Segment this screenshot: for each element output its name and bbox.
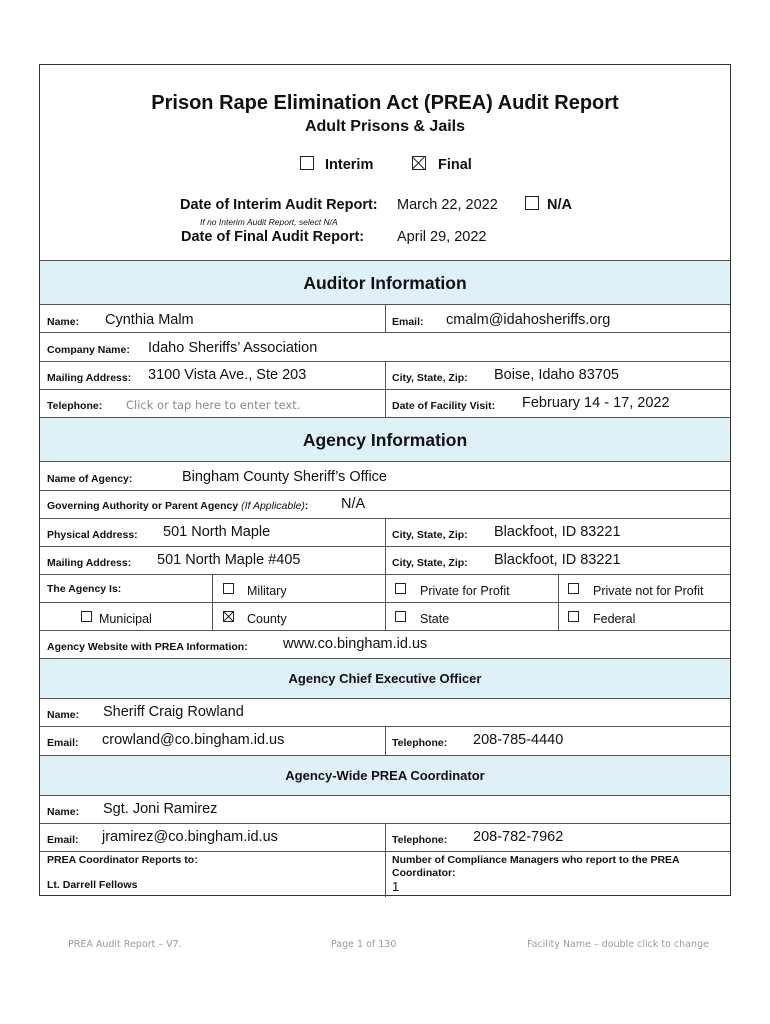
ceo-section-title: Agency Chief Executive Officer: [288, 671, 482, 686]
coordinator-name-value[interactable]: Sgt. Joni Ramirez: [103, 801, 218, 817]
compliance-managers-value[interactable]: 1: [392, 879, 400, 894]
agency-mailing-value[interactable]: 501 North Maple #405: [157, 552, 301, 568]
coordinator-telephone-label: Telephone:: [392, 834, 448, 846]
final-date-label: Date of Final Audit Report:: [181, 229, 365, 245]
coordinator-name-label: Name:: [47, 806, 80, 818]
physical-city-value[interactable]: Blackfoot, ID 83221: [494, 524, 621, 540]
type-military-checkbox[interactable]: [223, 583, 234, 594]
agency-name-value[interactable]: Bingham County Sheriff’s Office: [182, 469, 387, 485]
ceo-name-label: Name:: [47, 709, 80, 721]
ceo-email-label: Email:: [47, 737, 79, 749]
auditor-email-label: Email:: [392, 316, 424, 328]
governing-authority-label: Governing Authority or Parent Agency (If Applicable):: [47, 500, 309, 512]
type-military-label: Military: [247, 584, 287, 598]
auditor-telephone-placeholder[interactable]: Click or tap here to enter text.: [126, 398, 301, 412]
governing-authority-note: (If Applicable): [241, 500, 305, 512]
physical-address-value[interactable]: 501 North Maple: [163, 524, 271, 540]
footer-facility-name[interactable]: Facility Name – double click to change: [527, 939, 709, 950]
auditor-mailing-value[interactable]: 3100 Vista Ave., Ste 203: [148, 367, 307, 383]
auditor-email-value[interactable]: cmalm@idahosheriffs.org: [446, 312, 611, 328]
company-name-label: Company Name:: [47, 344, 130, 356]
final-checkbox[interactable]: [412, 156, 426, 170]
type-municipal-label: Municipal: [99, 612, 152, 626]
interim-label: Interim: [325, 157, 374, 173]
agency-name-label: Name of Agency:: [47, 473, 133, 485]
type-state-checkbox[interactable]: [395, 611, 406, 622]
coordinator-email-label: Email:: [47, 834, 79, 846]
report-title: Prison Rape Elimination Act (PREA) Audit Report: [151, 92, 619, 114]
report-subtitle: Adult Prisons & Jails: [304, 118, 466, 135]
type-municipal-checkbox[interactable]: [81, 611, 92, 622]
physical-city-label: City, State, Zip:: [392, 529, 468, 541]
auditor-name-label: Name:: [47, 316, 80, 328]
reports-to-label: PREA Coordinator Reports to:: [47, 854, 198, 866]
agency-mailing-label: Mailing Address:: [47, 557, 132, 569]
coordinator-telephone-value[interactable]: 208-782-7962: [473, 829, 564, 845]
interim-date-value[interactable]: March 22, 2022: [397, 197, 498, 213]
auditor-telephone-label: Telephone:: [47, 400, 103, 412]
auditor-name-value[interactable]: Cynthia Malm: [105, 312, 194, 328]
ceo-telephone-label: Telephone:: [392, 737, 448, 749]
coordinator-section-header: [40, 756, 730, 795]
agency-website-value[interactable]: www.co.bingham.id.us: [283, 636, 428, 652]
type-private-nonprofit-checkbox[interactable]: [568, 583, 579, 594]
ceo-section-header: [40, 659, 730, 698]
auditor-section-title: Auditor Information: [303, 273, 467, 293]
ceo-email-value[interactable]: crowland@co.bingham.id.us: [102, 732, 285, 748]
coordinator-email-value[interactable]: jramirez@co.bingham.id.us: [102, 829, 278, 845]
interim-date-label: Date of Interim Audit Report:: [180, 197, 378, 213]
ceo-name-value[interactable]: Sheriff Craig Rowland: [103, 704, 244, 720]
coordinator-section-title: Agency-Wide PREA Coordinator: [285, 768, 485, 783]
facility-visit-label: Date of Facility Visit:: [392, 400, 496, 412]
interim-checkbox[interactable]: [300, 156, 314, 170]
type-private-profit-checkbox[interactable]: [395, 583, 406, 594]
ceo-telephone-value[interactable]: 208-785-4440: [473, 732, 564, 748]
type-federal-label: Federal: [593, 612, 636, 626]
type-county-label: County: [247, 612, 287, 626]
type-private-nonprofit-label: Private not for Profit: [593, 584, 704, 598]
agency-mailing-city-label: City, State, Zip:: [392, 557, 468, 569]
agency-type-label: The Agency Is:: [47, 583, 122, 595]
na-label: N/A: [547, 197, 572, 213]
company-name-value[interactable]: Idaho Sheriffs’ Association: [148, 340, 318, 356]
auditor-mailing-label: Mailing Address:: [47, 372, 132, 384]
type-federal-checkbox[interactable]: [568, 611, 579, 622]
agency-section-header: [40, 418, 730, 461]
footer-version: PREA Audit Report – V7.: [68, 939, 182, 950]
type-private-profit-label: Private for Profit: [420, 584, 510, 598]
type-state-label: State: [420, 612, 450, 626]
final-date-value[interactable]: April 29, 2022: [397, 229, 487, 245]
compliance-managers-label: Number of Compliance Managers who report to the PREA Coordinator:: [392, 854, 680, 879]
auditor-city-label: City, State, Zip:: [392, 372, 468, 384]
type-county-checkbox[interactable]: [223, 611, 234, 622]
reports-to-value[interactable]: Lt. Darrell Fellows: [47, 879, 138, 891]
agency-mailing-city-value[interactable]: Blackfoot, ID 83221: [494, 552, 621, 568]
audit-report-form: [39, 64, 731, 896]
governing-authority-value[interactable]: N/A: [341, 496, 366, 512]
agency-section-title: Agency Information: [302, 430, 468, 450]
auditor-section-header: [40, 261, 730, 304]
physical-address-label: Physical Address:: [47, 529, 138, 541]
interim-note: If no Interim Audit Report, select N/A: [200, 217, 338, 227]
na-checkbox[interactable]: [525, 196, 539, 210]
facility-visit-value[interactable]: February 14 - 17, 2022: [522, 395, 670, 411]
footer-page-number: Page 1 of 130: [331, 939, 397, 950]
agency-website-label: Agency Website with PREA Information:: [47, 641, 248, 653]
auditor-city-value[interactable]: Boise, Idaho 83705: [494, 367, 619, 383]
final-label: Final: [438, 157, 472, 173]
